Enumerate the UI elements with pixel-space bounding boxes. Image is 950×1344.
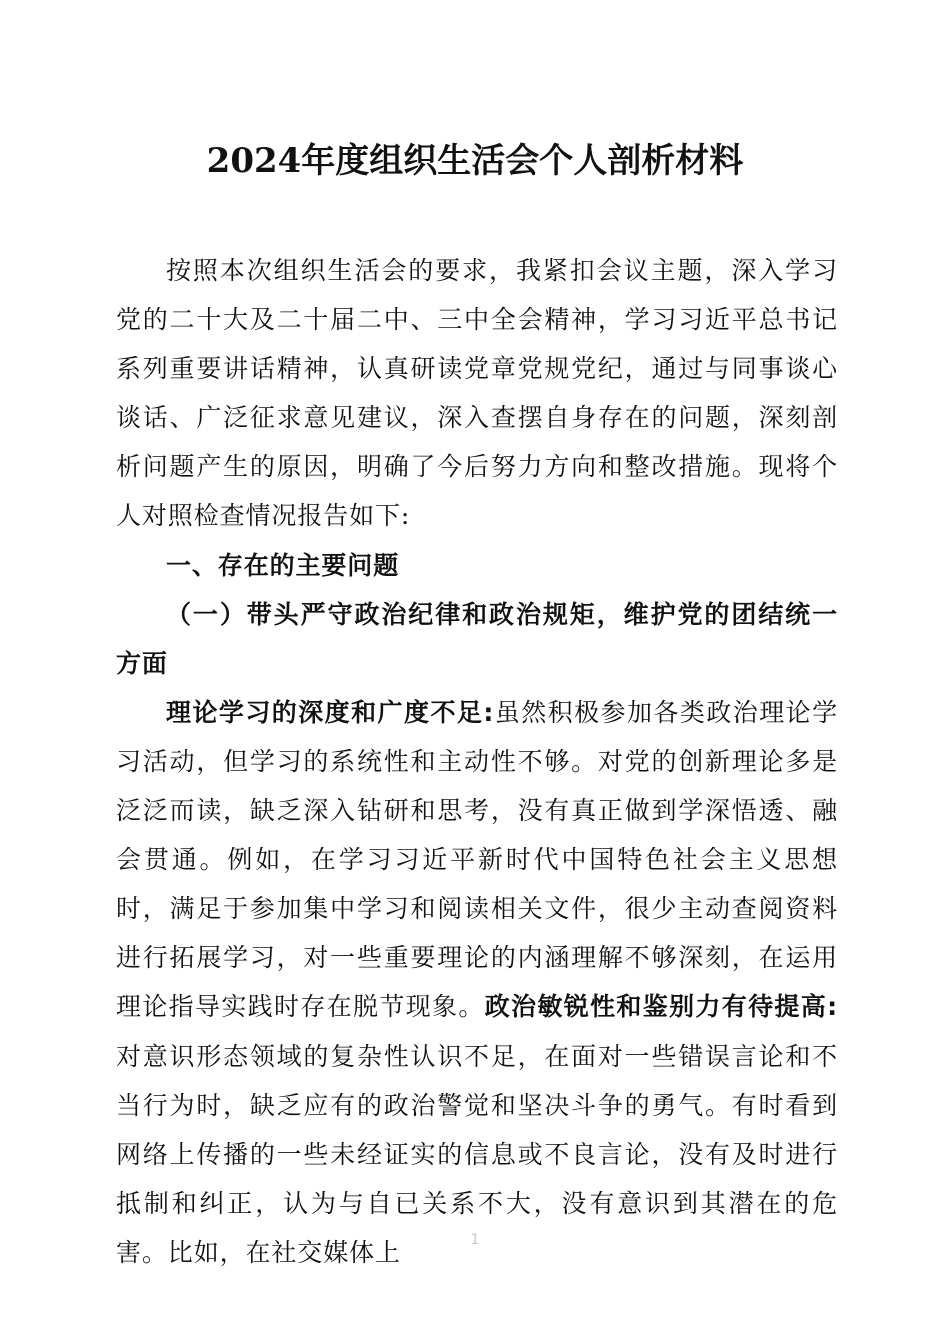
intro-paragraph: 按照本次组织生活会的要求，我紧扣会议主题，深入学习党的二十大及二十届二中、三中全会精神，学习习近平总书记系列重要讲话精神，认真研读党章党规党纪，通过与同事谈心谈话、广泛征求意见建议，深入查摆自身存在的问题，深刻剖析问题产生的原因，明确了今后努力方向和整改措施。现将个人对照检查情况报告如下: — [116, 256, 838, 531]
subsection-heading-political-discipline: （一）带头严守政治纪律和政治规矩，维护党的团结统一方面 — [116, 599, 838, 678]
point2-text: 对意识形态领域的复杂性认识不足，在面对一些错误言论和不当行为时，缺乏应有的政治警觉和坚决斗争的勇气。有时看到网络上传播的一些未经证实的信息或不良言论，没有及时进行抵制和纠正，认为与自已关系不大，没有意识到其潜在的危害。比如，在社交媒体上 — [116, 1041, 838, 1267]
section-heading-problems: 一、存在的主要问题 — [166, 550, 400, 580]
document-body — [116, 246, 838, 1277]
page-number: 1 — [470, 1232, 480, 1248]
point1-text: 虽然积极参加各类政治理论学习活动，但学习的系统性和主动性不够。对党的创新理论多是泛泛而读，缺乏深入钻研和思考，没有真正做到学深悟透、融会贯通。例如，在学习习近平新时代中国特色社会主义思想时，满足于参加集中学习和阅读相关文件，很少主动查阅资料进行拓展学习，对一些重要理论的内涵理解不够深刻，在运用理论指导实践时存在脱节现象。 — [116, 697, 839, 1022]
document-title: 2024年度组织生活会个人剖析材料 — [206, 141, 744, 181]
point1-lead: 理论学习的深度和广度不足: — [166, 697, 495, 727]
problem-paragraph — [116, 688, 838, 1277]
point2-lead: 政治敏锐性和鉴别力有待提高: — [484, 992, 838, 1022]
